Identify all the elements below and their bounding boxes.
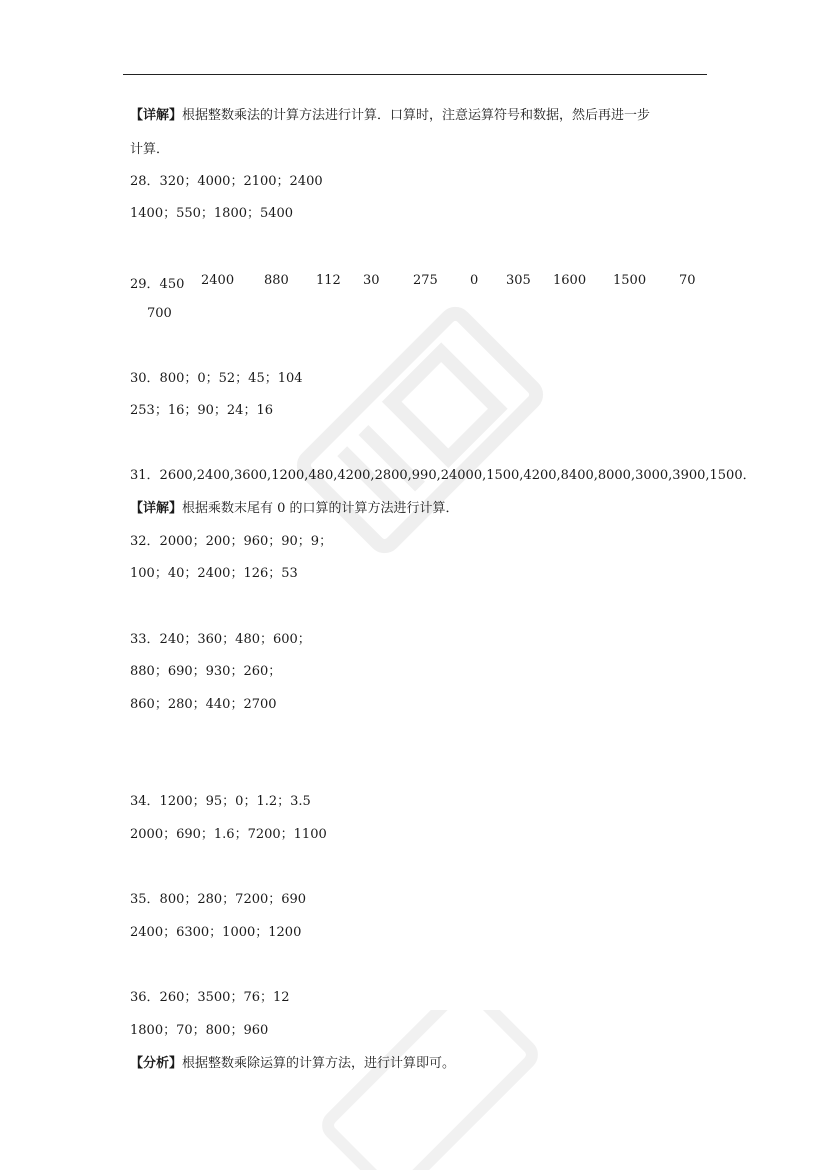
answer-29-value: 112 <box>316 273 341 288</box>
explanation-line-2: 计算． <box>130 142 170 157</box>
detail-text: 根据乘数末尾有 0 的口算的计算方法进行计算． <box>182 501 459 516</box>
answer-36-line-1: 36．260；3500；76；12 <box>130 990 290 1005</box>
answer-29-line-2: 700 <box>147 306 172 321</box>
answer-32-line-1: 32．2000；200；960；90；9； <box>130 534 333 549</box>
answer-32-line-2: 100；40；2400；126；53 <box>130 566 298 581</box>
answer-33-line-1: 33．240；360；480；600； <box>130 632 311 647</box>
answer-33-line-3: 860；280；440；2700 <box>130 697 277 712</box>
answer-29-value: 1500 <box>613 273 647 288</box>
answer-33-line-2: 880；690；930；260； <box>130 664 282 679</box>
answer-36-line-2: 1800；70；800；960 <box>130 1023 269 1038</box>
answer-29-value: 305 <box>506 273 531 288</box>
detail-tag: 【详解】 <box>130 501 183 516</box>
detail-tag: 【详解】 <box>130 108 183 123</box>
analysis-tag: 【分析】 <box>130 1056 183 1071</box>
answer-29-value: 70 <box>679 273 696 288</box>
answer-29-value: 0 <box>470 273 479 288</box>
analysis-line-36 <box>130 1056 455 1072</box>
analysis-text: 根据整数乘除运算的计算方法，进行计算即可。 <box>182 1056 456 1071</box>
answer-29-value: 2400 <box>201 273 235 288</box>
answer-29-row <box>0 273 830 292</box>
answer-35-line-1: 35．800；280；7200；690 <box>130 892 307 907</box>
answer-29-value: 880 <box>264 273 289 288</box>
header-rule <box>123 74 707 75</box>
explanation-text: 根据整数乘法的计算方法进行计算．口算时，注意运算符号和数据，然后再进一步 <box>182 108 651 123</box>
answer-34-line-1: 34．1200；95；0；1.2；3.5 <box>130 794 311 809</box>
answer-29-value: 30 <box>363 273 380 288</box>
watermark-logo-bottom <box>300 1010 560 1170</box>
answer-29-value: 29．450 <box>130 277 185 292</box>
explanation-line-1 <box>130 108 650 124</box>
answer-31-line: 31．2600,2400,3600,1200,480,4200,2800,990,24000,1500,4200,8400,8000,3000,3900,1500． <box>130 468 756 483</box>
answer-35-line-2: 2400；6300；1000；1200 <box>130 925 302 940</box>
answer-28-line-2: 1400；550；1800；5400 <box>130 206 294 221</box>
answer-30-line-2: 253；16；90；24；16 <box>130 403 273 418</box>
answer-30-line-1: 30．800；0；52；45；104 <box>130 371 303 386</box>
answer-29-value: 275 <box>413 273 438 288</box>
answer-34-line-2: 2000；690；1.6；7200；1100 <box>130 827 327 842</box>
detail-line-31 <box>130 501 459 517</box>
answer-29-value: 1600 <box>553 273 587 288</box>
answer-28-line-1: 28．320；4000；2100；2400 <box>130 174 323 189</box>
